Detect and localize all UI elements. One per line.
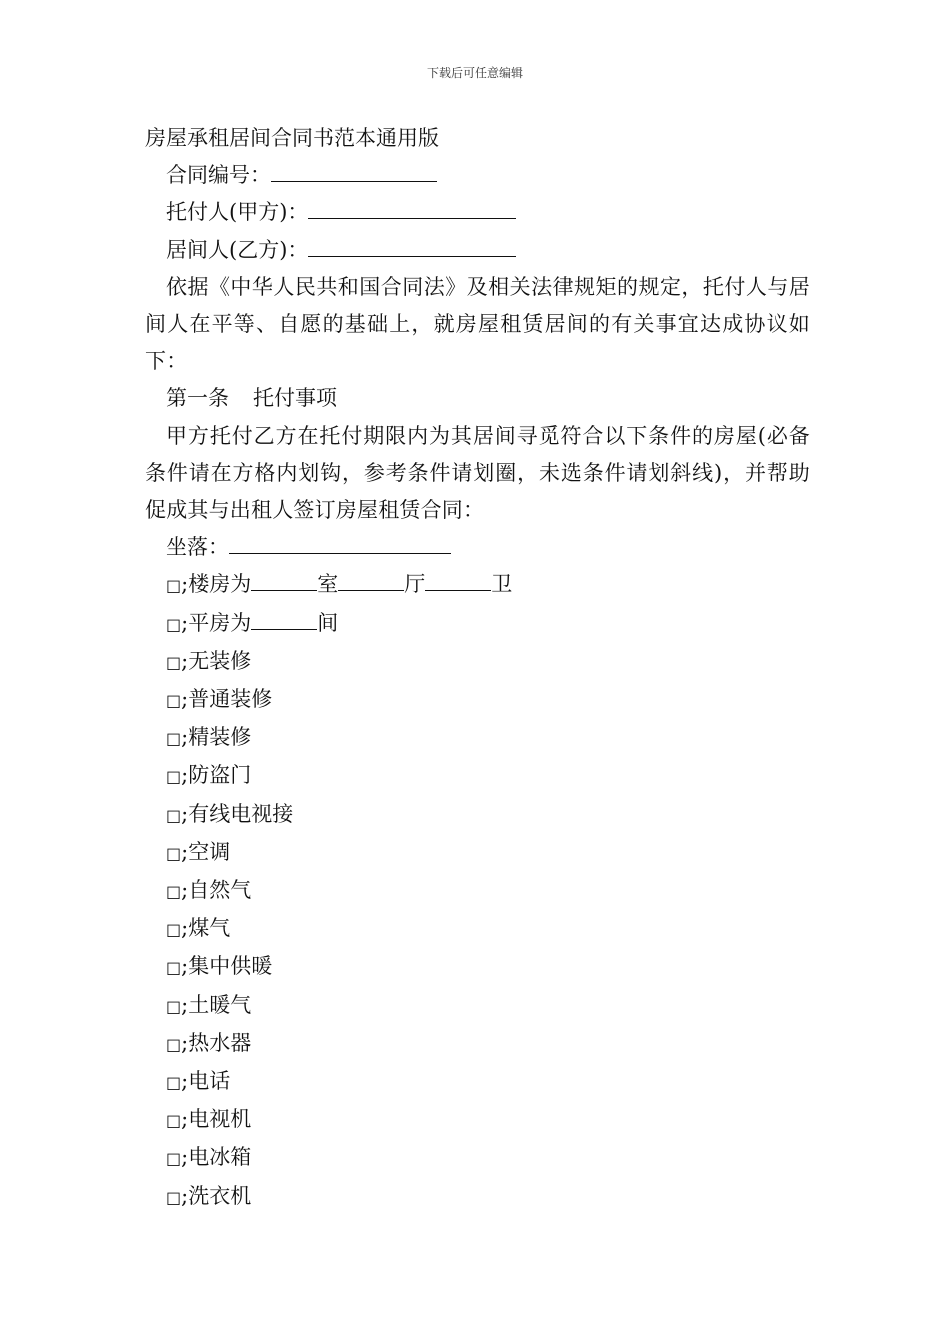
option-label: 电话: [188, 1069, 231, 1094]
checkbox-icon[interactable]: □: [166, 691, 182, 711]
separator: ;: [181, 1183, 189, 1208]
option-label: 热水器: [188, 1030, 252, 1055]
checklist-option: [145, 910, 810, 948]
building-prefix: 楼房为: [188, 572, 252, 597]
separator: ;: [181, 878, 189, 903]
checklist-option: [145, 1101, 810, 1139]
checklist-option: [145, 1139, 810, 1177]
checklist-option: [145, 948, 810, 986]
party-b-line: [145, 232, 810, 269]
party-a-line: [145, 194, 810, 231]
room-label: 室: [317, 572, 339, 597]
article-1-title: 托付事项: [253, 386, 337, 411]
bungalow-rooms-blank[interactable]: [251, 609, 317, 630]
article-1-heading: [145, 380, 810, 417]
checklist-option: [145, 681, 810, 719]
checkbox-icon[interactable]: □: [166, 614, 182, 634]
party-a-blank[interactable]: [308, 198, 516, 219]
option-label: 电视机: [188, 1107, 252, 1132]
bungalow-option: [145, 605, 810, 643]
option-label: 普通装修: [188, 687, 273, 712]
party-a-label: 托付人(甲方)：: [166, 200, 309, 225]
party-b-label: 居间人(乙方)：: [166, 237, 309, 262]
checklist-option: [145, 834, 810, 872]
intro-paragraph: 依据《中华人民共和国合同法》及相关法律规矩的规定，托付人与居间人在平等、自愿的基础上，就房屋租赁居间的有关事宜达成协议如下：: [145, 274, 810, 374]
separator: ;: [181, 839, 189, 864]
checkbox-icon[interactable]: □: [166, 1034, 182, 1054]
rooms-blank[interactable]: [251, 570, 317, 591]
separator: ;: [181, 1030, 189, 1055]
separator: ;: [181, 916, 189, 941]
page-header: 下载后可任意编辑: [426, 66, 523, 80]
option-label: 土暖气: [188, 992, 252, 1017]
separator: ;: [181, 648, 189, 673]
option-label: 自然气: [188, 878, 252, 903]
option-label: 精装修: [188, 725, 252, 750]
separator: ;: [181, 687, 189, 712]
checklist-option: [145, 643, 810, 681]
location-blank[interactable]: [229, 533, 451, 554]
option-label: 电冰箱: [188, 1145, 252, 1170]
separator: ;: [181, 1107, 189, 1132]
document-body: [145, 120, 810, 1216]
checkbox-icon[interactable]: □: [166, 996, 182, 1016]
hall-label: 厅: [404, 572, 426, 597]
bungalow-unit: 间: [317, 610, 339, 635]
checkbox-icon[interactable]: □: [166, 576, 182, 596]
checklist-option: [145, 872, 810, 910]
checkbox-icon[interactable]: □: [166, 652, 182, 672]
option-label: 集中供暖: [188, 954, 273, 979]
separator: ;: [181, 954, 189, 979]
checkbox-icon[interactable]: □: [166, 729, 182, 749]
separator: ;: [181, 572, 189, 597]
location-label: 坐落：: [166, 535, 229, 560]
separator: ;: [181, 725, 189, 750]
document-title: 房屋承租居间合同书范本通用版: [145, 126, 439, 150]
article-1-number: 第一条: [166, 386, 229, 411]
checklist-option: [145, 1178, 810, 1216]
option-label: 防盗门: [188, 763, 252, 788]
checklist-option: [145, 1063, 810, 1101]
checklist-option: [145, 719, 810, 757]
checkbox-icon[interactable]: □: [166, 1111, 182, 1131]
halls-blank[interactable]: [338, 570, 404, 591]
separator: ;: [181, 610, 189, 635]
checklist-option: [145, 1025, 810, 1063]
checkbox-icon[interactable]: □: [166, 805, 182, 825]
separator: ;: [181, 1145, 189, 1170]
baths-blank[interactable]: [425, 570, 491, 591]
checkbox-icon[interactable]: □: [166, 920, 182, 940]
checkbox-icon[interactable]: □: [166, 843, 182, 863]
option-label: 有线电视接: [188, 801, 294, 826]
building-option: [145, 566, 810, 604]
contract-number-blank[interactable]: [271, 161, 437, 182]
checkbox-icon[interactable]: □: [166, 1149, 182, 1169]
checkbox-icon[interactable]: □: [166, 1073, 182, 1093]
option-label: 无装修: [188, 648, 252, 673]
article-1-body: 甲方托付乙方在托付期限内为其居间寻觅符合以下条件的房屋(必备条件请在方格内划钩，参考条件请划圈，未选条件请划斜线)，并帮助促成其与出租人签订房屋租赁合同：: [145, 423, 810, 523]
party-b-blank[interactable]: [308, 236, 516, 257]
option-label: 洗衣机: [188, 1183, 252, 1208]
bath-label: 卫: [491, 572, 513, 597]
option-label: 煤气: [188, 916, 231, 941]
checklist-option: [145, 796, 810, 834]
checkbox-icon[interactable]: □: [166, 958, 182, 978]
bungalow-prefix: 平房为: [188, 610, 252, 635]
options-list: [145, 643, 810, 1216]
checkbox-icon[interactable]: □: [166, 1187, 182, 1207]
contract-number-line: [145, 157, 810, 194]
separator: ;: [181, 992, 189, 1017]
separator: ;: [181, 1069, 189, 1094]
separator: ;: [181, 763, 189, 788]
checklist-option: [145, 987, 810, 1025]
option-label: 空调: [188, 839, 231, 864]
separator: ;: [181, 801, 189, 826]
checkbox-icon[interactable]: □: [166, 767, 182, 787]
contract-number-label: 合同编号：: [166, 163, 271, 188]
checkbox-icon[interactable]: □: [166, 882, 182, 902]
location-line: [145, 529, 810, 566]
checklist-option: [145, 757, 810, 795]
